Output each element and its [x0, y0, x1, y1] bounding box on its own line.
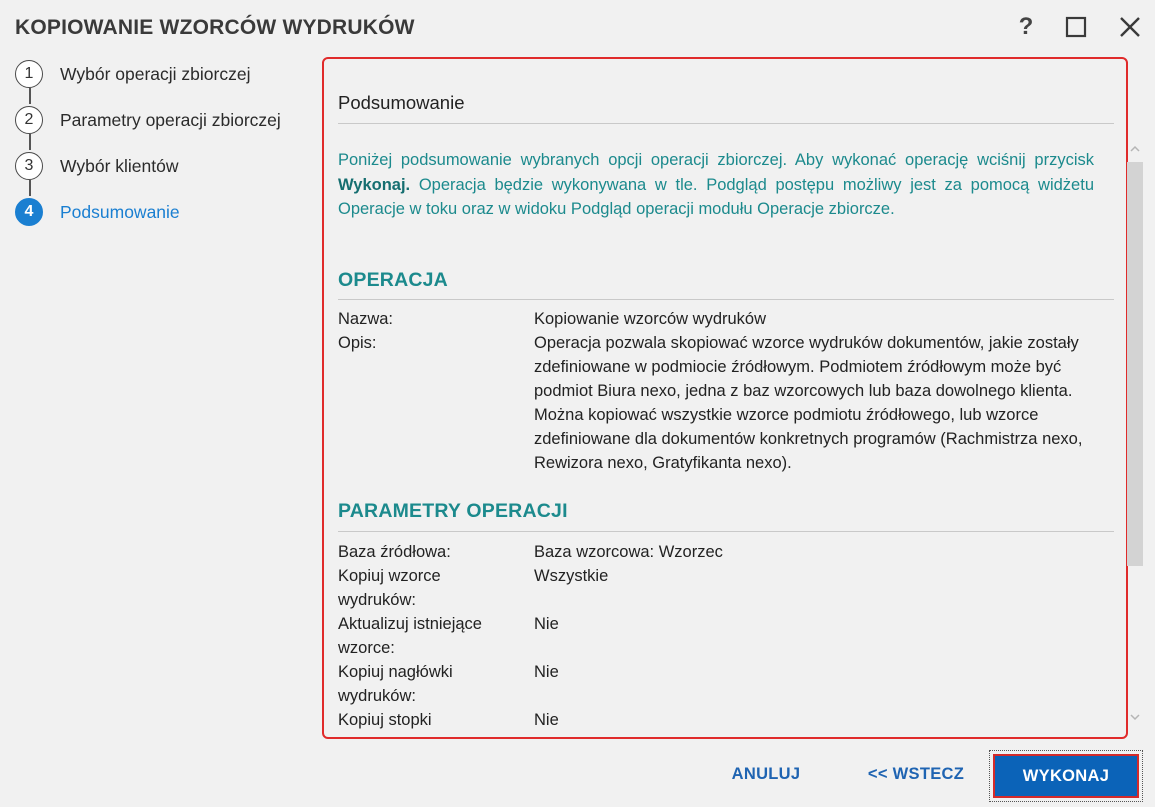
- wizard-step-4[interactable]: [14, 196, 314, 230]
- param-value: Baza wzorcowa: Wzorzec: [534, 543, 723, 561]
- step-number: 1: [15, 60, 43, 88]
- intro-text-bold: Wykonaj.: [338, 175, 411, 194]
- execute-button-focus-ring: [989, 750, 1143, 802]
- maximize-icon: [1063, 14, 1089, 40]
- divider: [338, 299, 1114, 300]
- step-label: Podsumowanie: [60, 202, 180, 222]
- divider: [338, 123, 1114, 124]
- operation-section-header: OPERACJA: [338, 269, 448, 291]
- param-value: Nie: [534, 711, 559, 729]
- intro-text-end: Operacja będzie wykonywana w tle. Podgląd postępu możliwy jest za pomocą widżetu Operacje w toku oraz w widoku Podgląd operacji modułu Operacje zbiorcze.: [338, 175, 1094, 218]
- operation-name-label: Nazwa:: [338, 310, 394, 328]
- param-label: Aktualizuj istniejące wzorce:: [338, 615, 482, 657]
- param-value: Nie: [534, 615, 559, 633]
- step-label: Wybór klientów: [60, 156, 179, 176]
- wizard-step-2[interactable]: [14, 104, 314, 138]
- wizard-step-1[interactable]: [14, 58, 314, 92]
- step-number: 2: [15, 106, 43, 134]
- operation-description-label: Opis:: [338, 334, 377, 352]
- summary-panel: [322, 57, 1128, 739]
- divider: [338, 531, 1114, 532]
- back-button[interactable]: << WSTECZ: [867, 765, 965, 783]
- operation-name-value: Kopiowanie wzorców wydruków: [534, 310, 767, 328]
- operation-description-value: Operacja pozwala skopiować wzorce wydruków dokumentów, jakie zostały zdefiniowane w podmiocie źródłowym. Podmiotem źródłowym może być podmiot Biura nexo, jedna z baz wzorcowych lub baza dowolnego klienta. Można kopiować wszystkie wzorce podmiotu źródłowego, lub wzorce zdefiniowane dla dokumentów konkretnych programów (Rachmistrza nexo, Rewizora nexo, Gratyfikanta nexo).: [534, 334, 1083, 472]
- parameters-section-header: PARAMETRY OPERACJI: [338, 500, 568, 522]
- cancel-button[interactable]: ANULUJ: [731, 765, 801, 783]
- vertical-scrollbar[interactable]: [1125, 140, 1145, 730]
- step-number: 4: [15, 198, 43, 226]
- step-number: 3: [15, 152, 43, 180]
- param-label: Kopiuj stopki: [338, 711, 432, 729]
- scrollbar-thumb[interactable]: [1127, 162, 1143, 566]
- param-label: Kopiuj nagłówki wydruków:: [338, 663, 453, 705]
- scroll-down-icon[interactable]: [1130, 712, 1140, 722]
- param-value: Wszystkie: [534, 567, 609, 585]
- intro-text: [338, 148, 1094, 222]
- close-button[interactable]: [1117, 14, 1143, 40]
- scroll-up-icon[interactable]: [1130, 144, 1140, 154]
- step-label: Parametry operacji zbiorczej: [60, 110, 281, 130]
- param-label: Kopiuj wzorce wydruków:: [338, 567, 441, 609]
- title-bar: [0, 0, 1155, 56]
- close-icon: [1117, 14, 1143, 40]
- execute-button[interactable]: WYKONAJ: [993, 754, 1139, 798]
- intro-text-start: Poniżej podsumowanie wybranych opcji operacji zbiorczej. Aby wykonać operację wciśnij przycisk: [338, 151, 1094, 169]
- wizard-step-3[interactable]: [14, 150, 314, 184]
- maximize-button[interactable]: [1063, 14, 1089, 40]
- step-label: Wybór operacji zbiorczej: [60, 64, 251, 84]
- window-title: KOPIOWANIE WZORCÓW WYDRUKÓW: [15, 16, 415, 39]
- help-button[interactable]: ?: [1018, 13, 1034, 40]
- param-value: Nie: [534, 663, 559, 681]
- param-label: Baza źródłowa:: [338, 543, 451, 561]
- page-title: Podsumowanie: [338, 92, 465, 113]
